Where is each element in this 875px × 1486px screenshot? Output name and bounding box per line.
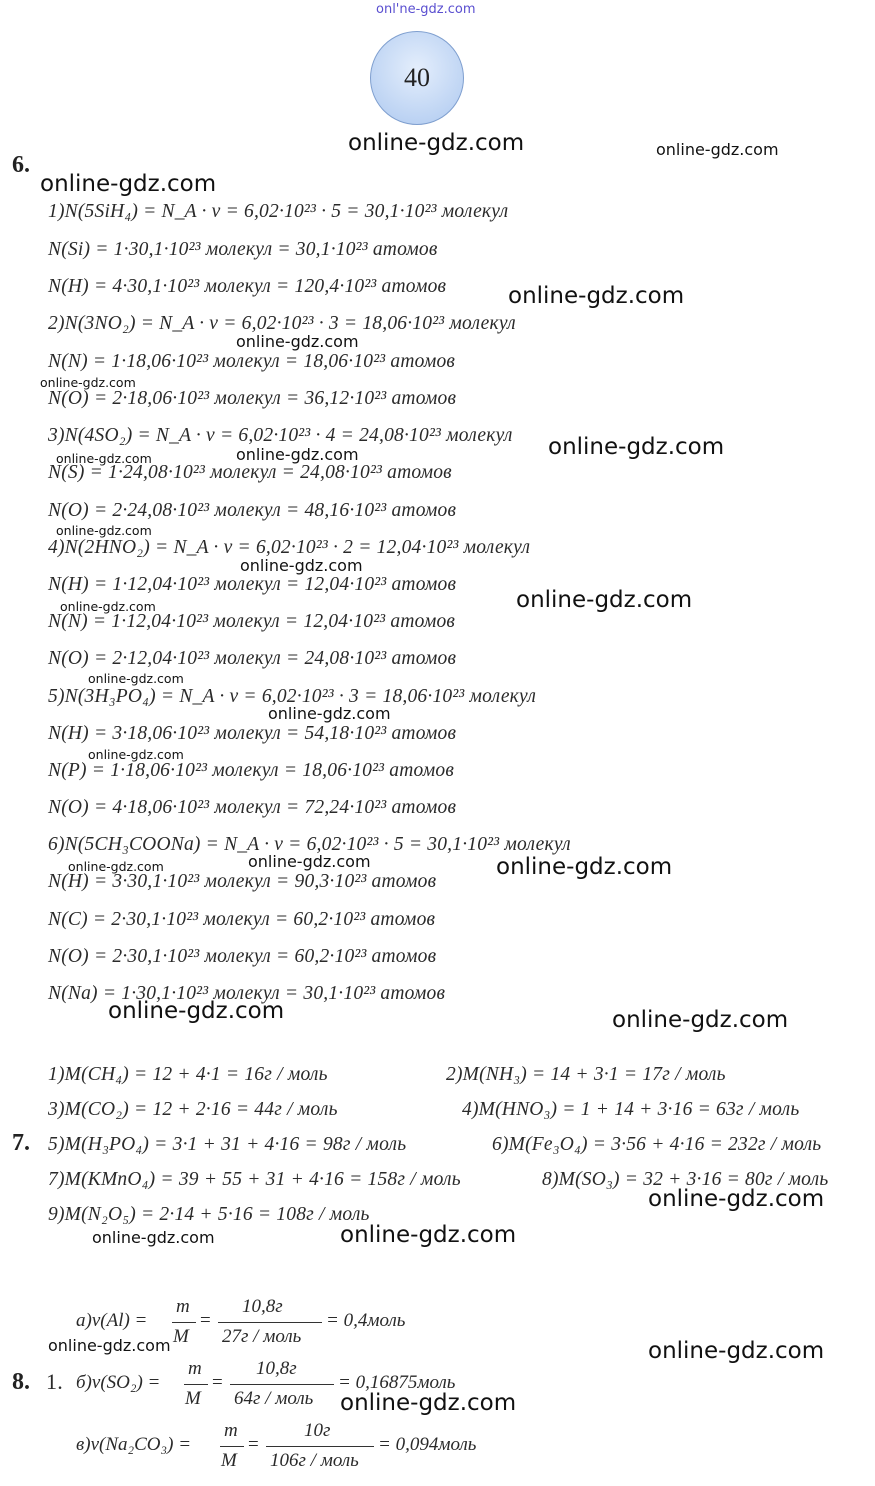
q8c-den1: M bbox=[221, 1450, 237, 1471]
watermark: online-gdz.com bbox=[340, 1222, 517, 1248]
q7-item-6: 6)M(Fe₃O₄) = 3·56 + 4·16 = 232г / моль bbox=[492, 1134, 822, 1155]
q8a-den2: 27г / моль bbox=[222, 1326, 302, 1347]
watermark: online-gdz.com bbox=[48, 1336, 171, 1355]
q7-item-7: 7)M(KMnO₄) = 39 + 55 + 31 + 4·16 = 158г / моль bbox=[48, 1169, 461, 1190]
q8c-fraction-bar-1 bbox=[220, 1446, 244, 1447]
q7-item-5: 5)M(H₃PO₄) = 3·1 + 31 + 4·16 = 98г / моль bbox=[48, 1134, 407, 1155]
q7-item-4: 4)M(HNO₃) = 1 + 14 + 3·16 = 63г / моль bbox=[462, 1099, 800, 1120]
q8a-fraction-bar-1 bbox=[172, 1322, 196, 1323]
q6-equation-line: 3)N(4SO₂) = N_A · ν = 6,02·10²³ · 4 = 24,08·10²³ молекул bbox=[48, 425, 513, 446]
watermark: online-gdz.com bbox=[236, 332, 359, 351]
q8a-num1: m bbox=[176, 1296, 190, 1317]
q8b-fraction-bar-2 bbox=[230, 1384, 334, 1385]
q8a-den1: M bbox=[173, 1326, 189, 1347]
q8b-result: = 0,16875моль bbox=[338, 1372, 456, 1393]
q6-equation-line: 5)N(3H₃PO₄) = N_A · ν = 6,02·10²³ · 3 = 18,06·10²³ молекул bbox=[48, 686, 537, 707]
question-8-number: 8. bbox=[12, 1369, 30, 1395]
watermark: online-gdz.com bbox=[548, 434, 725, 460]
q7-item-9: 9)M(N₂O₅) = 2·14 + 5·16 = 108г / моль bbox=[48, 1204, 370, 1225]
watermark: online-gdz.com bbox=[508, 283, 685, 309]
watermark: online-gdz.com bbox=[240, 556, 363, 575]
q6-equation-line: N(O) = 2·12,04·10²³ молекул = 24,08·10²³ атомов bbox=[48, 648, 457, 669]
q6-equation-line: N(P) = 1·18,06·10²³ молекул = 18,06·10²³ атомов bbox=[48, 760, 454, 781]
q7-item-2: 2)M(NH₃) = 14 + 3·1 = 17г / моль bbox=[446, 1064, 726, 1085]
q6-equation-line: 4)N(2HNO₂) = N_A · ν = 6,02·10²³ · 2 = 12,04·10²³ молекул bbox=[48, 537, 531, 558]
question-6-number: 6. bbox=[12, 152, 30, 178]
q8c-lhs: в)ν(Na₂CO₃) = bbox=[76, 1434, 192, 1455]
watermark: online-gdz.com bbox=[648, 1186, 825, 1212]
watermark: online-gdz.com bbox=[268, 704, 391, 723]
watermark: online-gdz.com bbox=[248, 852, 371, 871]
q6-equation-line: 2)N(3NO₂) = N_A · ν = 6,02·10²³ · 3 = 18,06·10²³ молекул bbox=[48, 313, 516, 334]
q8c-fraction-bar-2 bbox=[266, 1446, 374, 1447]
question-7-number: 7. bbox=[12, 1130, 30, 1156]
q6-equation-line: N(O) = 4·18,06·10²³ молекул = 72,24·10²³ атомов bbox=[48, 797, 457, 818]
watermark: online-gdz.com bbox=[108, 998, 285, 1024]
watermark: online-gdz.com bbox=[348, 130, 525, 156]
q6-equation-line: N(N) = 1·12,04·10²³ молекул = 12,04·10²³ атомов bbox=[48, 611, 456, 632]
watermark: online-gdz.com bbox=[516, 587, 693, 613]
q6-equation-line: N(S) = 1·24,08·10²³ молекул = 24,08·10²³ атомов bbox=[48, 462, 452, 483]
q6-equation-line: 1)N(5SiH₄) = N_A · ν = 6,02·10²³ · 5 = 30,1·10²³ молекул bbox=[48, 201, 509, 222]
q8b-fraction-bar-1 bbox=[184, 1384, 208, 1385]
watermark: online-gdz.com bbox=[340, 1390, 517, 1416]
q8a-result: = 0,4моль bbox=[326, 1310, 406, 1331]
q6-equation-line: N(O) = 2·30,1·10²³ молекул = 60,2·10²³ атомов bbox=[48, 946, 437, 967]
q6-equation-line: N(H) = 1·12,04·10²³ молекул = 12,04·10²³ атомов bbox=[48, 574, 457, 595]
q8-sub-number: 1. bbox=[46, 1369, 63, 1394]
q8a-num2: 10,8г bbox=[242, 1296, 283, 1317]
q6-equation-line: N(H) = 3·18,06·10²³ молекул = 54,18·10²³ атомов bbox=[48, 723, 457, 744]
q8b-lhs: б)ν(SO₂) = bbox=[76, 1372, 161, 1393]
q6-equation-line: 6)N(5CH₃COONa) = N_A · ν = 6,02·10²³ · 5 = 30,1·10²³ молекул bbox=[48, 834, 571, 855]
watermark: online-gdz.com bbox=[68, 859, 164, 874]
watermark: online-gdz.com bbox=[56, 523, 152, 538]
q8b-num2: 10,8г bbox=[256, 1358, 297, 1379]
q6-equation-line: N(H) = 3·30,1·10²³ молекул = 90,3·10²³ атомов bbox=[48, 871, 437, 892]
q8a-fraction-bar-2 bbox=[218, 1322, 322, 1323]
q6-equation-line: N(C) = 2·30,1·10²³ молекул = 60,2·10²³ атомов bbox=[48, 909, 436, 930]
q6-equation-line: N(Na) = 1·30,1·10²³ молекул = 30,1·10²³ атомов bbox=[48, 983, 446, 1004]
watermark: online-gdz.com bbox=[40, 375, 136, 390]
q7-item-3: 3)M(CO₂) = 12 + 2·16 = 44г / моль bbox=[48, 1099, 338, 1120]
watermark: online-gdz.com bbox=[612, 1007, 789, 1033]
watermark: online-gdz.com bbox=[88, 671, 184, 686]
q6-equation-line: N(O) = 2·24,08·10²³ молекул = 48,16·10²³ атомов bbox=[48, 500, 457, 521]
watermark: online-gdz.com bbox=[656, 140, 779, 159]
watermark: online-gdz.com bbox=[88, 747, 184, 762]
q8a-lhs: а)ν(Al) = bbox=[76, 1310, 148, 1331]
q8c-num1: m bbox=[224, 1420, 238, 1441]
watermark: online-gdz.com bbox=[648, 1338, 825, 1364]
q6-equation-line: N(H) = 4·30,1·10²³ молекул = 120,4·10²³ атомов bbox=[48, 276, 447, 297]
page-number-badge: 40 bbox=[370, 31, 464, 125]
q8b-num1: m bbox=[188, 1358, 202, 1379]
watermark: online-gdz.com bbox=[92, 1228, 215, 1247]
q6-equation-line: N(Si) = 1·30,1·10²³ молекул = 30,1·10²³ атомов bbox=[48, 239, 438, 260]
q8b-den1: M bbox=[185, 1388, 201, 1409]
watermark: online-gdz.com bbox=[496, 854, 673, 880]
top-watermark: onl'ne-gdz.com bbox=[376, 2, 476, 17]
q8c-result: = 0,094моль bbox=[378, 1434, 477, 1455]
watermark: online-gdz.com bbox=[236, 445, 359, 464]
watermark: online-gdz.com bbox=[40, 171, 217, 197]
q6-equation-line: N(N) = 1·18,06·10²³ молекул = 18,06·10²³ атомов bbox=[48, 351, 456, 372]
watermark: online-gdz.com bbox=[60, 599, 156, 614]
q7-item-8: 8)M(SO₃) = 32 + 3·16 = 80г / моль bbox=[542, 1169, 829, 1190]
q6-equation-line: N(O) = 2·18,06·10²³ молекул = 36,12·10²³ атомов bbox=[48, 388, 457, 409]
q8c-num2: 10г bbox=[304, 1420, 331, 1441]
q8b-den2: 64г / моль bbox=[234, 1388, 314, 1409]
q7-item-1: 1)M(CH₄) = 12 + 4·1 = 16г / моль bbox=[48, 1064, 328, 1085]
watermark: online-gdz.com bbox=[56, 451, 152, 466]
q8c-den2: 106г / моль bbox=[270, 1450, 359, 1471]
